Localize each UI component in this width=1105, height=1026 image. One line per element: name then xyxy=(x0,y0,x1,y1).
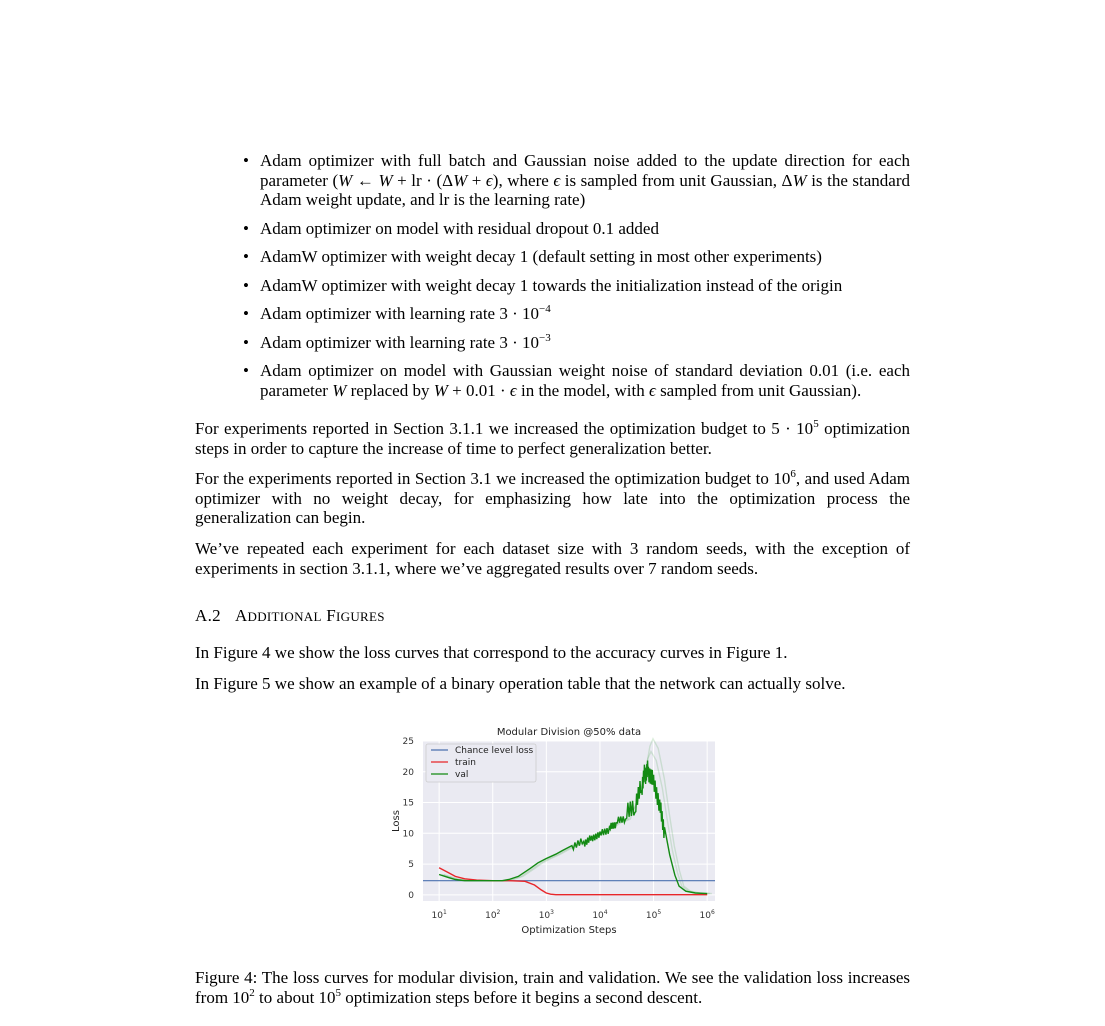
y-tick-label: 5 xyxy=(408,860,414,871)
y-tick-label: 10 xyxy=(402,829,414,840)
section-number: A.2 xyxy=(195,606,221,625)
x-tick-label: $10^6$ xyxy=(699,909,715,921)
x-tick-label: $10^1$ xyxy=(431,909,447,921)
y-tick-label: 20 xyxy=(402,767,414,778)
y-tick-label: 15 xyxy=(402,798,414,809)
x-tick-label: $10^5$ xyxy=(645,909,662,921)
list-item: • Adam optimizer on model with residual dropout 0.1 added xyxy=(243,219,910,239)
x-tick-label: $10^2$ xyxy=(485,909,501,921)
x-axis-label: Optimization Steps xyxy=(521,925,617,936)
legend-label-val: val xyxy=(455,770,469,780)
list-item: • Adam optimizer on model with Gaussian weight noise of standard deviation 0.01 (i.e. each parameter W replaced by W + 0.01 · ϵ in the model, with ϵ sampled from unit Gaussian). xyxy=(243,361,910,400)
x-tick-label: $10^3$ xyxy=(538,909,554,921)
loss-chart xyxy=(0,720,1105,960)
chart-title: Modular Division @50% data xyxy=(496,727,642,738)
legend-label-train: train xyxy=(455,758,476,768)
list-item: • Adam optimizer with learning rate $3 \cdot 10^{-4}$ xyxy=(243,304,910,324)
paragraph-figure5-ref: In Figure 5 we show an example of a binary operation table that the network can actually solve. xyxy=(195,674,846,693)
legend-label-chance: Chance level loss xyxy=(455,746,534,756)
paragraph-budget-31: For the experiments reported in Section 3.1 we increased the optimization budget to $10^6$, and used Adam optimizer with no weight decay, for emphasizing how late into the optimization process the generalization can begin. xyxy=(195,468,910,527)
paragraph-budget-311: For experiments reported in Section 3.1.1 we increased the optimization budget to $5 \cdot 10^5$ optimization steps in order to capture the increase of time to perfect generalization better. xyxy=(195,418,910,458)
x-tick-labels xyxy=(431,909,714,921)
y-tick-label: 0 xyxy=(408,890,414,901)
x-tick-label: $10^4$ xyxy=(592,909,608,921)
list-item: • Adam optimizer with learning rate $3 \cdot 10^{-3}$ xyxy=(243,333,910,353)
figure-caption: Figure 4: The loss curves for modular division, train and validation. We see the validation loss increases from $10^2$ to about $10^5$ optimization steps before it begins a second descent. xyxy=(195,968,910,1007)
paragraph-seeds: We’ve repeated each experiment for each dataset size with 3 random seeds, with the exception of experiments in section 3.1.1, where we’ve aggregated results over 7 random seeds. xyxy=(195,539,910,578)
y-tick-label: 25 xyxy=(402,737,414,747)
list-item: • Adam optimizer with full batch and Gaussian noise added to the update direction for each parameter (W ← W + lr · (ΔW + ϵ), where ϵ is sampled from unit Gaussian, ΔW is the standard Adam weight update, and lr is the learning rate) xyxy=(243,151,910,210)
paragraph-figure4-ref: In Figure 4 we show the loss curves that correspond to the accuracy curves in Figure 1. xyxy=(195,643,788,662)
list-item: • AdamW optimizer with weight decay 1 (default setting in most other experiments) xyxy=(243,247,910,267)
optimizer-list xyxy=(243,151,910,409)
section-heading: A.2 ADDITIONAL FIGURES xyxy=(195,606,385,625)
y-tick-labels xyxy=(403,737,415,901)
list-item: • AdamW optimizer with weight decay 1 towards the initialization instead of the origin xyxy=(243,276,910,296)
legend xyxy=(426,744,536,782)
y-axis-label: Loss xyxy=(391,810,402,832)
